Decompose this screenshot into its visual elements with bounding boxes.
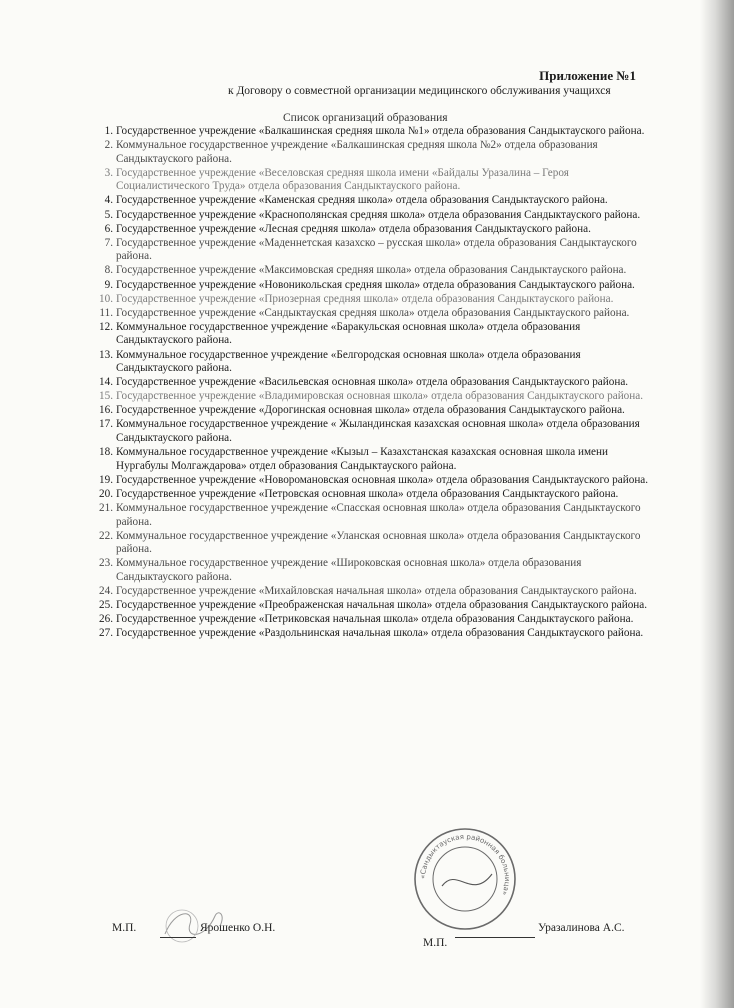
- item-number: 6.: [104, 222, 113, 235]
- item-number: 16.: [99, 404, 113, 417]
- item-number: 4.: [104, 194, 113, 207]
- item-text: Государственное учреждение «Веселовская средняя школа имени «Байдалы Уразалина – Героя Социалистического Труда» отдела образования Сандыктауского района.: [116, 166, 569, 193]
- item-number: 7.: [104, 236, 113, 249]
- item-number: 18.: [99, 446, 113, 459]
- item-text: Государственное учреждение «Краснополянская средняя школа» отдела образования Сандыктауского района.: [116, 208, 641, 221]
- list-item: [96, 599, 652, 613]
- left-signatory-name: Ярошенко О.Н.: [200, 922, 276, 934]
- list-item: [96, 264, 652, 278]
- item-text: Коммунальное государственное учреждение «Спасская основная школа» отдела образования Сандыктауского района.: [116, 502, 641, 528]
- item-number: 12.: [99, 320, 113, 333]
- list-item: [96, 502, 652, 529]
- item-number: 20.: [99, 487, 113, 500]
- item-text: Государственное учреждение «Новоромановская основная школа» отдела образования Сандыктауского района.: [116, 473, 649, 486]
- list-item: [96, 390, 652, 404]
- left-seal-label: М.П.: [112, 922, 137, 934]
- list-item: [96, 237, 652, 264]
- list-item: [96, 349, 652, 376]
- item-number: 15.: [99, 390, 113, 403]
- item-text: Коммунальное государственное учреждение «Баракульская основная школа» отдела образования Сандыктауского района.: [116, 320, 581, 347]
- item-text: Государственное учреждение «Максимовская средняя школа» отдела образования Сандыктауского района.: [116, 264, 627, 277]
- list-item: [96, 557, 652, 584]
- svg-text:«Сандыктауская районная больни: [419, 833, 511, 896]
- item-text: Государственное учреждение «Петриковская начальная школа» отдела образования Сандыктауского района.: [116, 613, 634, 626]
- item-text: Государственное учреждение «Каменская средняя школа» отдела образования Сандыктауского района.: [116, 194, 608, 207]
- organization-list: [96, 125, 652, 641]
- list-item: [96, 194, 652, 208]
- item-text: Государственное учреждение «Лесная средняя школа» отдела образования Сандыктауского района.: [116, 222, 591, 235]
- item-text: Государственное учреждение «Балкашинская средняя школа №1» отдела образования Сандыктауского района.: [116, 125, 645, 137]
- item-text: Государственное учреждение «Преображенская начальная школа» отдела образования Сандыктауского района.: [116, 599, 648, 612]
- item-text: Коммунальное государственное учреждение « Жыландинская казахская основная школа» отдела образования Сандыктауского района.: [116, 418, 640, 445]
- appendix-title: Приложение №1: [539, 68, 636, 83]
- list-item: [96, 321, 652, 348]
- item-number: 3.: [104, 166, 113, 179]
- list-item: [96, 209, 652, 223]
- stamp-text: «Сандыктауская районная больница»: [418, 832, 512, 897]
- item-text: Государственное учреждение «Сандыктауская средняя школа» отдела образования Сандыктауского района.: [116, 306, 630, 319]
- item-text: Государственное учреждение «Раздольнинская начальная школа» отдела образования Сандыктауского района.: [116, 627, 644, 640]
- item-number: 14.: [99, 376, 113, 389]
- item-number: 23.: [99, 557, 113, 570]
- appendix-subtitle: к Договору о совместной организации медицинского обслуживания учащихся: [228, 85, 611, 97]
- list-item: [96, 488, 652, 502]
- item-number: 21.: [99, 502, 113, 515]
- left-signature-line: [160, 937, 196, 938]
- list-item: [96, 293, 652, 307]
- item-number: 1.: [104, 125, 113, 137]
- item-text: Коммунальное государственное учреждение «Широковская основная школа» отдела образования Сандыктауского района.: [116, 557, 582, 583]
- list-item: [96, 585, 652, 599]
- item-text: Государственное учреждение «Маденнетская казахско – русская школа» отдела образования Сандыктауского района.: [116, 236, 637, 263]
- right-signatory-name: Уразалинова А.С.: [538, 922, 625, 934]
- list-item: [96, 279, 652, 293]
- list-item: [96, 404, 652, 418]
- list-item: [96, 474, 652, 488]
- list-item: [96, 613, 652, 627]
- item-number: 11.: [99, 306, 113, 319]
- right-seal-label: М.П.: [423, 937, 448, 949]
- list-item: [96, 418, 652, 445]
- item-text: Коммунальное государственное учреждение «Уланская основная школа» отдела образования Сандыктауского района.: [116, 529, 641, 556]
- list-item: [96, 627, 652, 641]
- item-text: Коммунальное государственное учреждение «Кызыл – Казахстанская казахская основная школа имени Нургабулы Молгаждарова» отдел образования Сандыктауского района.: [116, 446, 609, 472]
- item-text: Государственное учреждение «Владимировская основная школа» отдела образования Сандыктауского района.: [116, 390, 644, 403]
- list-item: [96, 530, 652, 557]
- item-text: Государственное учреждение «Петровская основная школа» отдела образования Сандыктауского района.: [116, 487, 619, 500]
- round-stamp: [412, 826, 518, 932]
- list-item: [96, 376, 652, 390]
- list-item: [96, 125, 652, 139]
- item-number: 25.: [99, 599, 113, 612]
- list-item: [96, 139, 652, 166]
- item-number: 24.: [99, 585, 113, 598]
- list-item: [96, 307, 652, 321]
- item-number: 13.: [99, 348, 113, 361]
- right-signature-line: [455, 937, 535, 938]
- item-number: 17.: [99, 418, 113, 431]
- scan-edge-shadow: [700, 0, 734, 1008]
- item-text: Государственное учреждение «Васильевская основная школа» отдела образования Сандыктауского района.: [116, 376, 629, 389]
- item-number: 19.: [99, 473, 113, 486]
- item-number: 8.: [104, 264, 113, 277]
- list-item: [96, 223, 652, 237]
- item-number: 22.: [99, 529, 113, 542]
- item-number: 27.: [99, 627, 113, 640]
- list-item: [96, 167, 652, 194]
- item-text: Коммунальное государственное учреждение «Белгородская основная школа» отдела образования Сандыктауского района.: [116, 348, 581, 375]
- item-text: Государственное учреждение «Дорогинская основная школа» отдела образования Сандыктауского района.: [116, 404, 625, 417]
- item-text: Государственное учреждение «Приозерная средняя школа» отдела образования Сандыктауского района.: [116, 292, 614, 305]
- item-number: 5.: [104, 208, 113, 221]
- item-number: 10.: [99, 292, 113, 305]
- item-text: Государственное учреждение «Михайловская начальная школа» отдела образования Сандыктауского района.: [116, 585, 637, 598]
- item-number: 26.: [99, 613, 113, 626]
- list-heading: Список организаций образования: [283, 112, 448, 124]
- item-text: Государственное учреждение «Новоникольская средняя школа» отдела образования Сандыктауского района.: [116, 278, 635, 291]
- item-number: 2.: [104, 139, 113, 152]
- item-text: Коммунальное государственное учреждение «Балкашинская средняя школа №2» отдела образования Сандыктауского района.: [116, 139, 598, 165]
- list-item: [96, 446, 652, 473]
- item-number: 9.: [104, 278, 113, 291]
